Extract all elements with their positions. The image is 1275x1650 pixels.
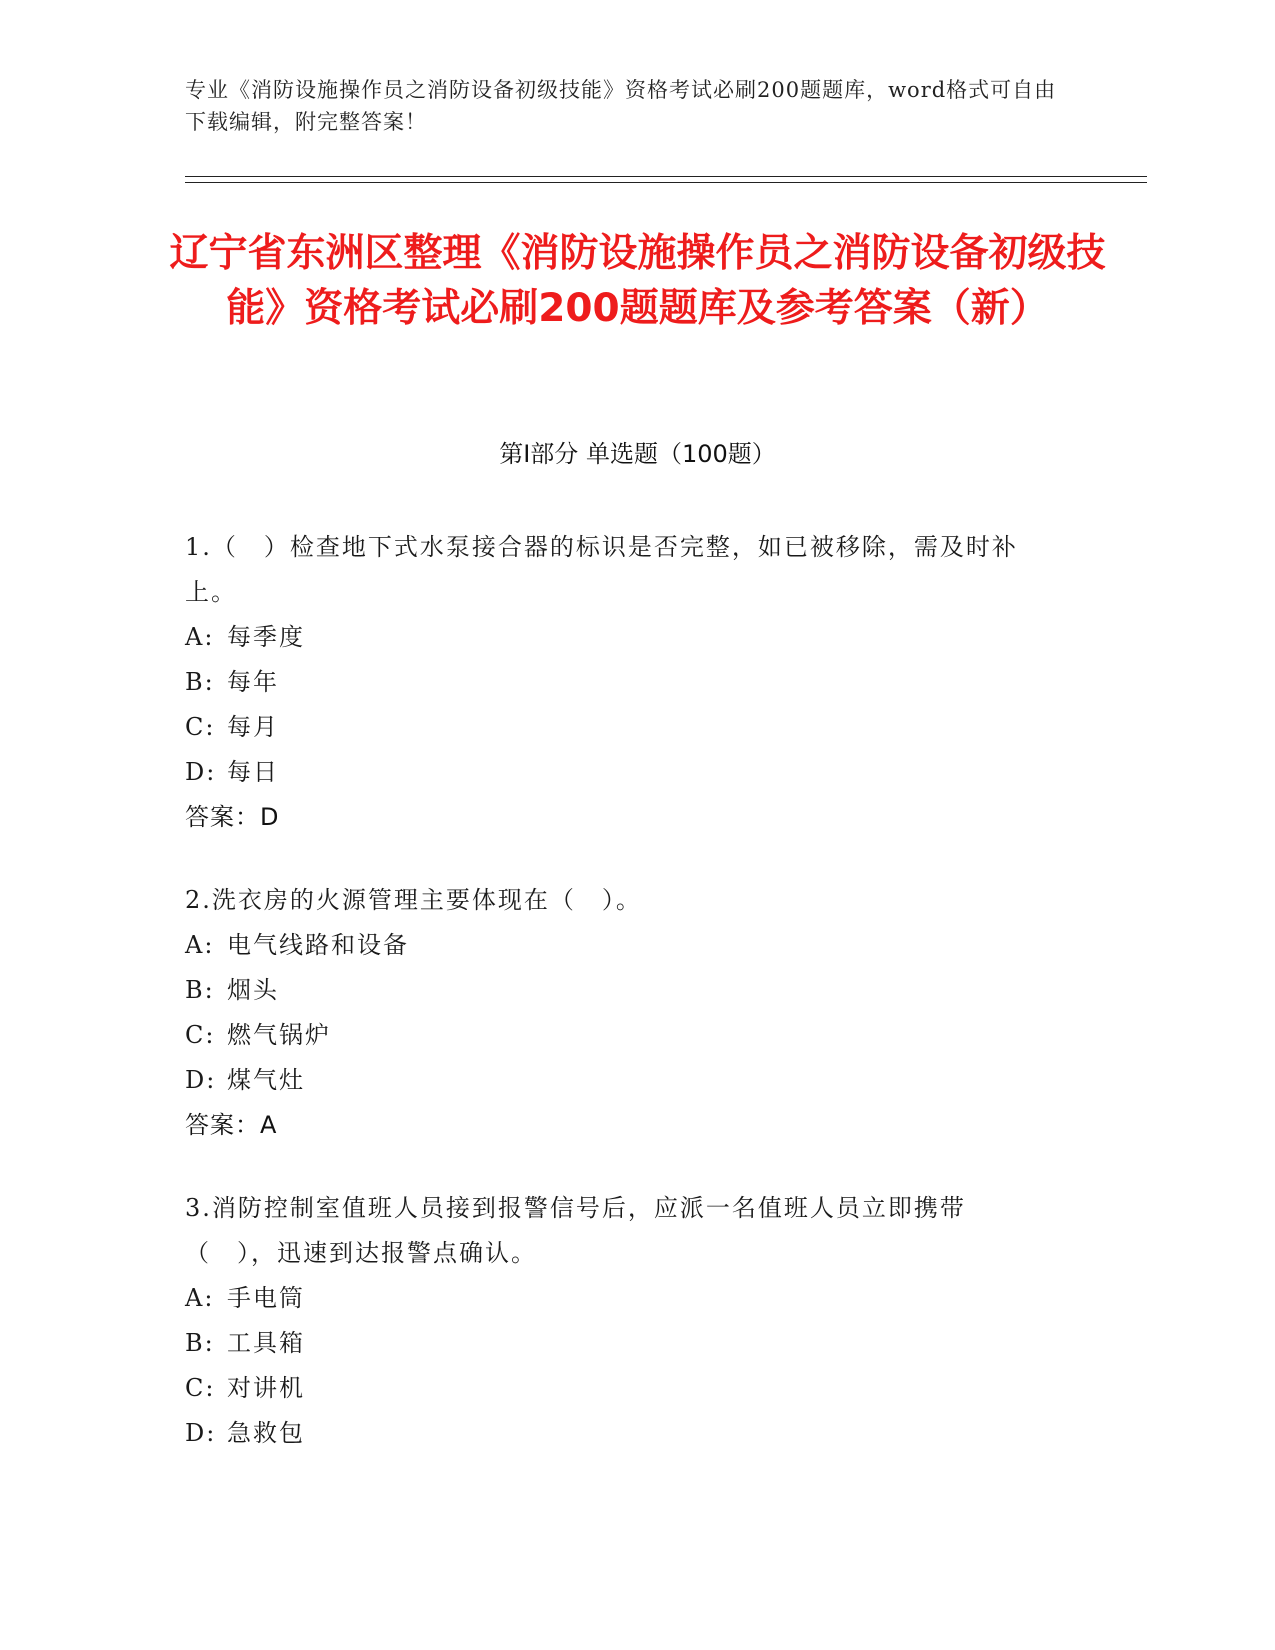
option-text: 工具箱	[227, 1329, 305, 1357]
option-text: 烟头	[227, 976, 279, 1004]
option-text: 燃气锅炉	[227, 1021, 331, 1049]
document-title: 辽宁省东洲区整理《消防设施操作员之消防设备初级技能》资格考试必刷200题题库及参考答案（新）	[169, 231, 1106, 331]
option-letter: C:	[185, 1374, 216, 1402]
option-c	[185, 1013, 1055, 1058]
option-text: 每年	[227, 668, 279, 696]
option-text: 手电筒	[227, 1284, 305, 1312]
option-b	[185, 660, 1055, 705]
option-letter: B:	[185, 668, 215, 696]
option-d	[185, 1058, 1055, 1103]
option-c	[185, 1366, 1055, 1411]
option-b	[185, 968, 1055, 1013]
option-text: 每月	[227, 713, 279, 741]
option-d	[185, 1411, 1055, 1456]
option-text: 每日	[227, 758, 279, 786]
option-letter: D:	[185, 758, 217, 786]
answer-line: 答案：A	[185, 1111, 278, 1139]
option-letter: B:	[185, 976, 215, 1004]
header-divider-bottom	[185, 182, 1147, 183]
question-text: 2.洗衣房的火源管理主要体现在（ ）。	[185, 886, 642, 914]
question-text: 3.消防控制室值班人员接到报警信号后，应派一名值班人员立即携带（ ），迅速到达报警点确认。	[185, 1194, 966, 1267]
option-letter: A:	[185, 931, 215, 959]
option-c	[185, 705, 1055, 750]
answer-line: 答案：D	[185, 803, 280, 831]
option-letter: A:	[185, 1284, 215, 1312]
header-divider-top	[185, 176, 1147, 177]
option-letter: C:	[185, 713, 216, 741]
option-letter: A:	[185, 623, 215, 651]
question-3	[185, 1186, 1055, 1456]
header-note: 专业《消防设施操作员之消防设备初级技能》资格考试必刷200题题库，word格式可自由下载编辑，附完整答案！	[185, 78, 1057, 134]
option-a	[185, 923, 1055, 968]
option-a	[185, 1276, 1055, 1321]
option-text: 电气线路和设备	[227, 931, 409, 959]
option-d	[185, 750, 1055, 795]
option-a	[185, 615, 1055, 660]
question-2	[185, 878, 1055, 1148]
option-b	[185, 1321, 1055, 1366]
option-text: 煤气灶	[227, 1066, 305, 1094]
question-list	[185, 525, 1055, 1494]
option-letter: B:	[185, 1329, 215, 1357]
option-text: 急救包	[227, 1419, 305, 1447]
question-1	[185, 525, 1055, 840]
option-text: 对讲机	[227, 1374, 305, 1402]
question-text: 1.（ ）检查地下式水泵接合器的标识是否完整，如已被移除，需及时补上。	[185, 533, 1018, 606]
option-letter: D:	[185, 1419, 217, 1447]
option-letter: C:	[185, 1021, 216, 1049]
option-letter: D:	[185, 1066, 217, 1094]
section-title: 第Ⅰ部分 单选题（100题）	[499, 440, 776, 468]
option-text: 每季度	[227, 623, 305, 651]
